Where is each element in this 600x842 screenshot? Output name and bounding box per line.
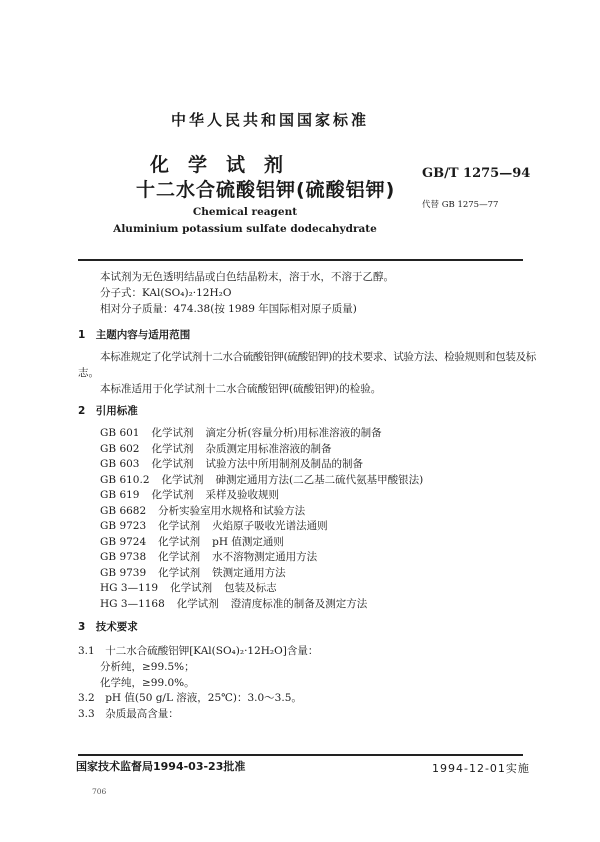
reference-item [100,566,298,580]
reference-code: GB 603 [100,458,140,470]
reference-code: GB 610.2 [100,473,150,486]
reference-title: 砷测定通用方法(二乙基二硫代氨基甲酸银法) [215,473,424,486]
reference-category: 化学试剂 [151,489,194,501]
reference-item [100,535,296,549]
section-3-3: 3.3 杂质最高含量： [78,708,179,720]
reference-code: HG 3—119 [100,582,159,594]
section-3-heading: 3 技术要求 [78,621,138,633]
reference-item [100,473,435,487]
reference-code: GB 619 [100,489,140,501]
reference-item [100,550,329,564]
footer-rule [78,754,523,756]
reference-item [100,581,289,595]
section-2-heading: 2 引用标准 [78,405,138,417]
national-standard-heading: 中华人民共和国国家标准 [170,111,369,129]
reference-title: 滴定分析(容量分析)用标准溶液的制备 [205,427,382,439]
section-3-1-chemical: 化学纯，≥99.0%。 [100,677,195,689]
reference-title: 试验方法中所用制剂及制品的制备 [205,458,363,470]
section-3-1-analytical: 分析纯，≥99.5%； [100,661,195,673]
reference-title: 水不溶物测定通用方法 [212,551,318,563]
page-number: 706 [92,787,107,796]
reference-category: 化学试剂 [158,566,201,579]
reference-title: 火焰原子吸收光谱法通则 [212,520,328,532]
reference-code: GB 602 [100,442,140,455]
molecular-mass: 相对分子质量：474.38(按 1989 年国际相对原子质量) [100,303,357,315]
section-1-para-cont: 志。 [78,367,99,379]
reference-code: GB 6682 [100,504,147,517]
reference-title: pH 值测定通则 [212,535,284,548]
reference-item [100,519,340,533]
reference-category: 化学试剂 [170,582,213,594]
reference-title: 铁测定通用方法 [212,566,286,579]
reference-category: 化学试剂 [151,442,194,455]
reference-category: 化学试剂 [151,458,194,470]
reference-category: 化学试剂 [161,473,204,486]
title-en-line1: Chemical reagent [192,206,298,218]
section-3-1: 3.1 十二水合硫酸铝钾[KAl(SO₄)₂·12H₂O]含量： [78,645,319,657]
section-3-2: 3.2 pH 值(50 g/L 溶液，25℃)：3.0～3.5。 [78,692,302,704]
reference-title: 采样及验收规则 [205,489,279,501]
section-1-heading: 1 主题内容与适用范围 [78,329,191,341]
intro-line: 本试剂为无色透明结晶或白色结晶粉末，溶于水，不溶于乙醇。 [100,271,394,283]
reference-category: 化学试剂 [176,597,219,610]
reference-code: GB 9739 [100,566,147,579]
reference-code: GB 9723 [100,520,147,532]
reference-code: GB 9724 [100,535,147,548]
reference-title: 澄清度标准的制备及测定方法 [230,597,368,610]
reference-item [100,442,343,456]
section-1-para: 本标准规定了化学试剂十二水合硫酸铝钾(硫酸铝钾)的技术要求、试验方法、检验规则和包装及标 [100,351,536,363]
title-cn-line1: 化 学 试 剂 [150,154,284,176]
reference-item [100,488,291,502]
reference-code: GB 9738 [100,551,147,563]
section-1-para2: 本标准适用于化学试剂十二水合硫酸铝钾(硫酸铝钾)的检验。 [100,383,382,395]
reference-item [100,504,317,518]
replaces-standard: 代替 GB 1275—77 [422,200,499,210]
reference-item [100,597,379,611]
reference-category: 化学试剂 [158,551,201,563]
approval-text: 国家技术监督局1994-03-23批准 [76,760,246,773]
header-rule [78,259,523,261]
reference-title: 杂质测定用标准溶液的制备 [205,442,332,455]
reference-item [100,426,394,440]
reference-code: HG 3—1168 [100,597,165,610]
effective-date: 1994-12-01实施 [432,762,530,775]
reference-title: 分析实验室用水规格和试验方法 [158,504,306,517]
reference-category: 化学试剂 [158,520,201,532]
title-en-line2: Aluminium potassium sulfate dodecahydrate [113,223,377,235]
reference-code: GB 601 [100,427,140,439]
molecular-formula: 分子式：KAl(SO₄)₂·12H₂O [100,287,232,299]
title-cn-line2: 十二水合硫酸铝钾(硫酸铝钾) [136,179,396,201]
reference-title: 包装及标志 [224,582,277,594]
reference-category: 化学试剂 [151,427,194,439]
reference-item [100,457,375,471]
reference-category: 化学试剂 [158,535,201,548]
standard-number: GB/T 1275—94 [422,166,531,181]
